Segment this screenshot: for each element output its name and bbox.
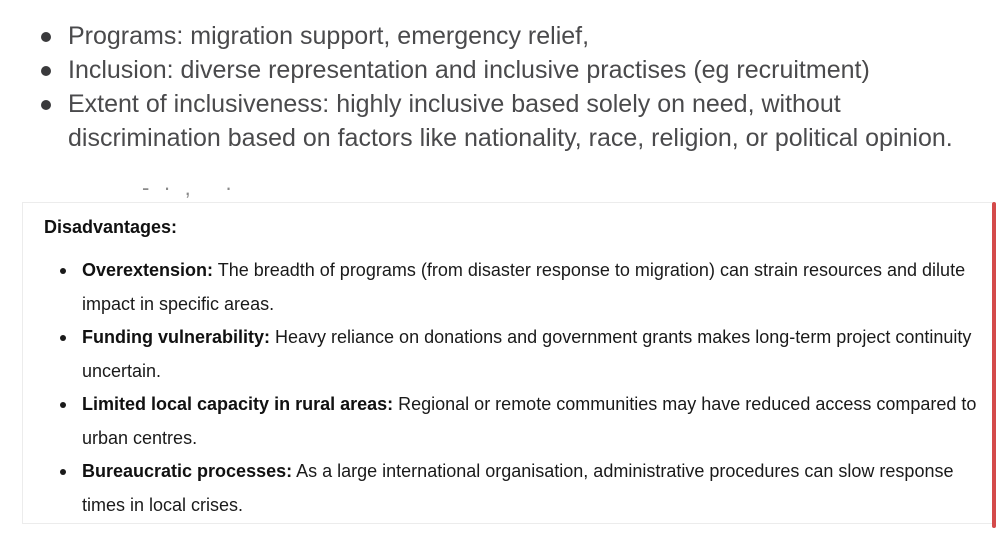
list-item bbox=[23, 388, 991, 455]
list-item bbox=[0, 19, 996, 53]
item-term: Limited local capacity in rural areas: bbox=[82, 394, 394, 414]
disadvantages-list bbox=[23, 254, 991, 522]
list-item bbox=[23, 321, 991, 388]
item-description: As a large international organisation, administrative procedures can slow response times in local crises. bbox=[82, 461, 954, 515]
bullet-icon bbox=[41, 66, 51, 76]
list-item-text: Programs: migration support, emergency relief, bbox=[68, 22, 590, 50]
item-term: Overextension: bbox=[82, 260, 214, 280]
list-item bbox=[23, 455, 991, 522]
bullet-icon bbox=[41, 100, 51, 110]
item-term: Bureaucratic processes: bbox=[82, 461, 293, 481]
list-item bbox=[0, 53, 996, 87]
bullet-icon bbox=[60, 469, 66, 475]
bullet-icon bbox=[60, 335, 66, 341]
list-item-text: Inclusion: diverse representation and inclusive practises (eg recruitment) bbox=[68, 56, 870, 84]
item-description: Heavy reliance on donations and government grants makes long-term project continuity uncertain. bbox=[82, 327, 972, 381]
disadvantages-card bbox=[22, 202, 992, 524]
item-description: Regional or remote communities may have reduced access compared to urban centres. bbox=[82, 394, 977, 448]
list-item-text: Extent of inclusiveness: highly inclusive based solely on need, without discrimination based on factors like nationality, race, religion, or political opinion. bbox=[68, 90, 953, 152]
bullet-icon bbox=[60, 268, 66, 274]
card-heading: Disadvantages: bbox=[44, 217, 178, 237]
bullet-icon bbox=[41, 32, 51, 42]
list-item bbox=[0, 87, 996, 155]
item-description: The breadth of programs (from disaster response to migration) can strain resources and dilute impact in specific areas. bbox=[82, 260, 966, 314]
top-bullet-list bbox=[0, 0, 996, 155]
clipped-text-fragment: -·, · bbox=[142, 175, 247, 200]
bullet-icon bbox=[60, 402, 66, 408]
item-term: Funding vulnerability: bbox=[82, 327, 270, 347]
card-accent-bar bbox=[992, 202, 996, 528]
list-item bbox=[23, 254, 991, 321]
